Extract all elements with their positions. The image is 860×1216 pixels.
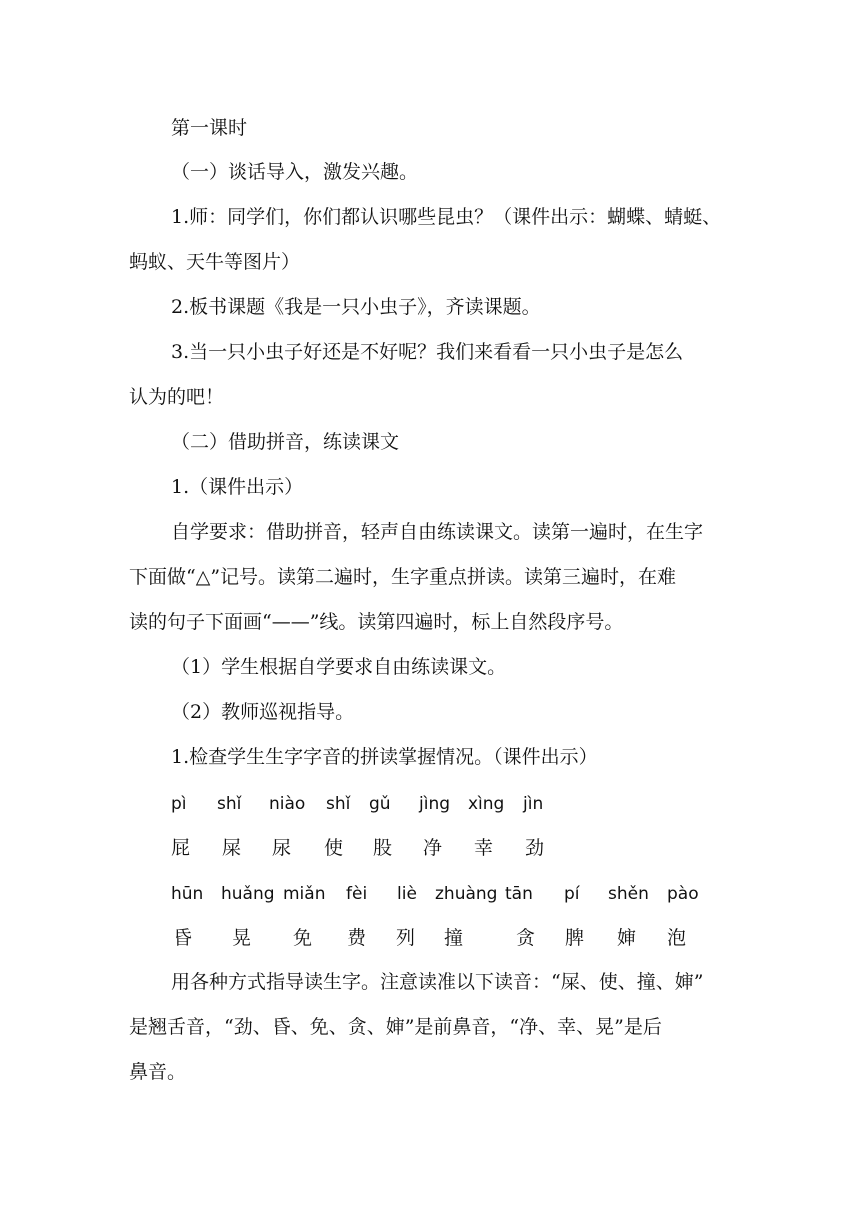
paragraph-line: 1.师：同学们，你们都认识哪些昆虫？（课件出示：蝴蝶、蜻蜓、 (171, 206, 722, 228)
hanzi-character: 脾 (565, 927, 585, 949)
pinyin-syllable: miǎn (283, 884, 326, 904)
pinyin-syllable: pào (667, 884, 699, 904)
pinyin-syllable: hūn (171, 884, 204, 904)
pinyin-syllable: niào (269, 794, 306, 814)
hanzi-character: 撞 (444, 927, 464, 949)
lesson-heading: 第一课时 (171, 117, 248, 139)
hanzi-character: 股 (373, 837, 393, 859)
hanzi-character: 净 (423, 837, 443, 859)
paragraph-line: 1.检查学生生字字音的拼读掌握情况。（课件出示） (171, 746, 598, 768)
pinyin-syllable: pì (171, 794, 187, 814)
paragraph-line: 是翘舌音，“劲、昏、免、贪、婶”是前鼻音，“净、幸、晃”是后 (129, 1016, 662, 1038)
section-two-heading: （二）借助拼音，练读课文 (171, 431, 400, 453)
pinyin-syllable: pí (564, 884, 580, 904)
paragraph-line: 认为的吧！ (129, 386, 225, 408)
pinyin-syllable: jìn (523, 794, 544, 814)
pinyin-syllable: xìng (468, 794, 505, 814)
hanzi-character: 使 (324, 837, 344, 859)
paragraph-line: 1.（课件出示） (171, 476, 304, 498)
paragraph-line: 读的句子下面画“——”线。读第四遍时，标上自然段序号。 (129, 611, 624, 633)
pinyin-syllable: fèi (346, 884, 368, 904)
pinyin-syllable: tān (505, 884, 533, 904)
pinyin-syllable: shǐ (217, 794, 242, 814)
pinyin-syllable: liè (397, 884, 417, 904)
hanzi-character: 婶 (617, 927, 637, 949)
paragraph-line: 3.当一只小虫子好还是不好呢？我们来看看一只小虫子是怎么 (171, 341, 684, 363)
pinyin-syllable: jìng (419, 794, 451, 814)
hanzi-character: 屁 (171, 837, 191, 859)
paragraph-line: 鼻音。 (129, 1061, 187, 1083)
pinyin-syllable: huǎng (221, 884, 275, 904)
hanzi-character: 泡 (667, 927, 687, 949)
hanzi-character: 贪 (516, 927, 536, 949)
hanzi-character: 列 (396, 927, 416, 949)
pinyin-syllable: gǔ (369, 794, 391, 814)
paragraph-line: 下面做“△”记号。读第二遍时，生字重点拼读。读第三遍时，在难 (129, 566, 677, 588)
hanzi-character: 屎 (222, 837, 242, 859)
hanzi-character: 尿 (272, 837, 292, 859)
section-one-heading: （一）谈话导入，激发兴趣。 (171, 161, 419, 183)
hanzi-character: 免 (293, 927, 313, 949)
paragraph-line: （2）教师巡视指导。 (171, 701, 355, 723)
hanzi-character: 费 (347, 927, 367, 949)
hanzi-character: 昏 (173, 927, 193, 949)
hanzi-character: 晃 (232, 927, 252, 949)
pinyin-syllable: shěn (608, 884, 649, 904)
paragraph-line: 蚂蚁、天牛等图片） (129, 251, 301, 273)
paragraph-line: （1）学生根据自学要求自由练读课文。 (171, 656, 507, 678)
pinyin-syllable: shǐ (326, 794, 351, 814)
paragraph-line: 用各种方式指导读生字。注意读准以下读音：“屎、使、撞、婶” (171, 971, 704, 993)
pinyin-syllable: zhuàng (435, 884, 498, 904)
hanzi-character: 幸 (474, 837, 494, 859)
paragraph-line: 自学要求：借助拼音，轻声自由练读课文。读第一遍时，在生字 (171, 521, 704, 543)
paragraph-line: 2.板书课题《我是一只小虫子》，齐读课题。 (171, 296, 541, 318)
hanzi-character: 劲 (525, 837, 545, 859)
